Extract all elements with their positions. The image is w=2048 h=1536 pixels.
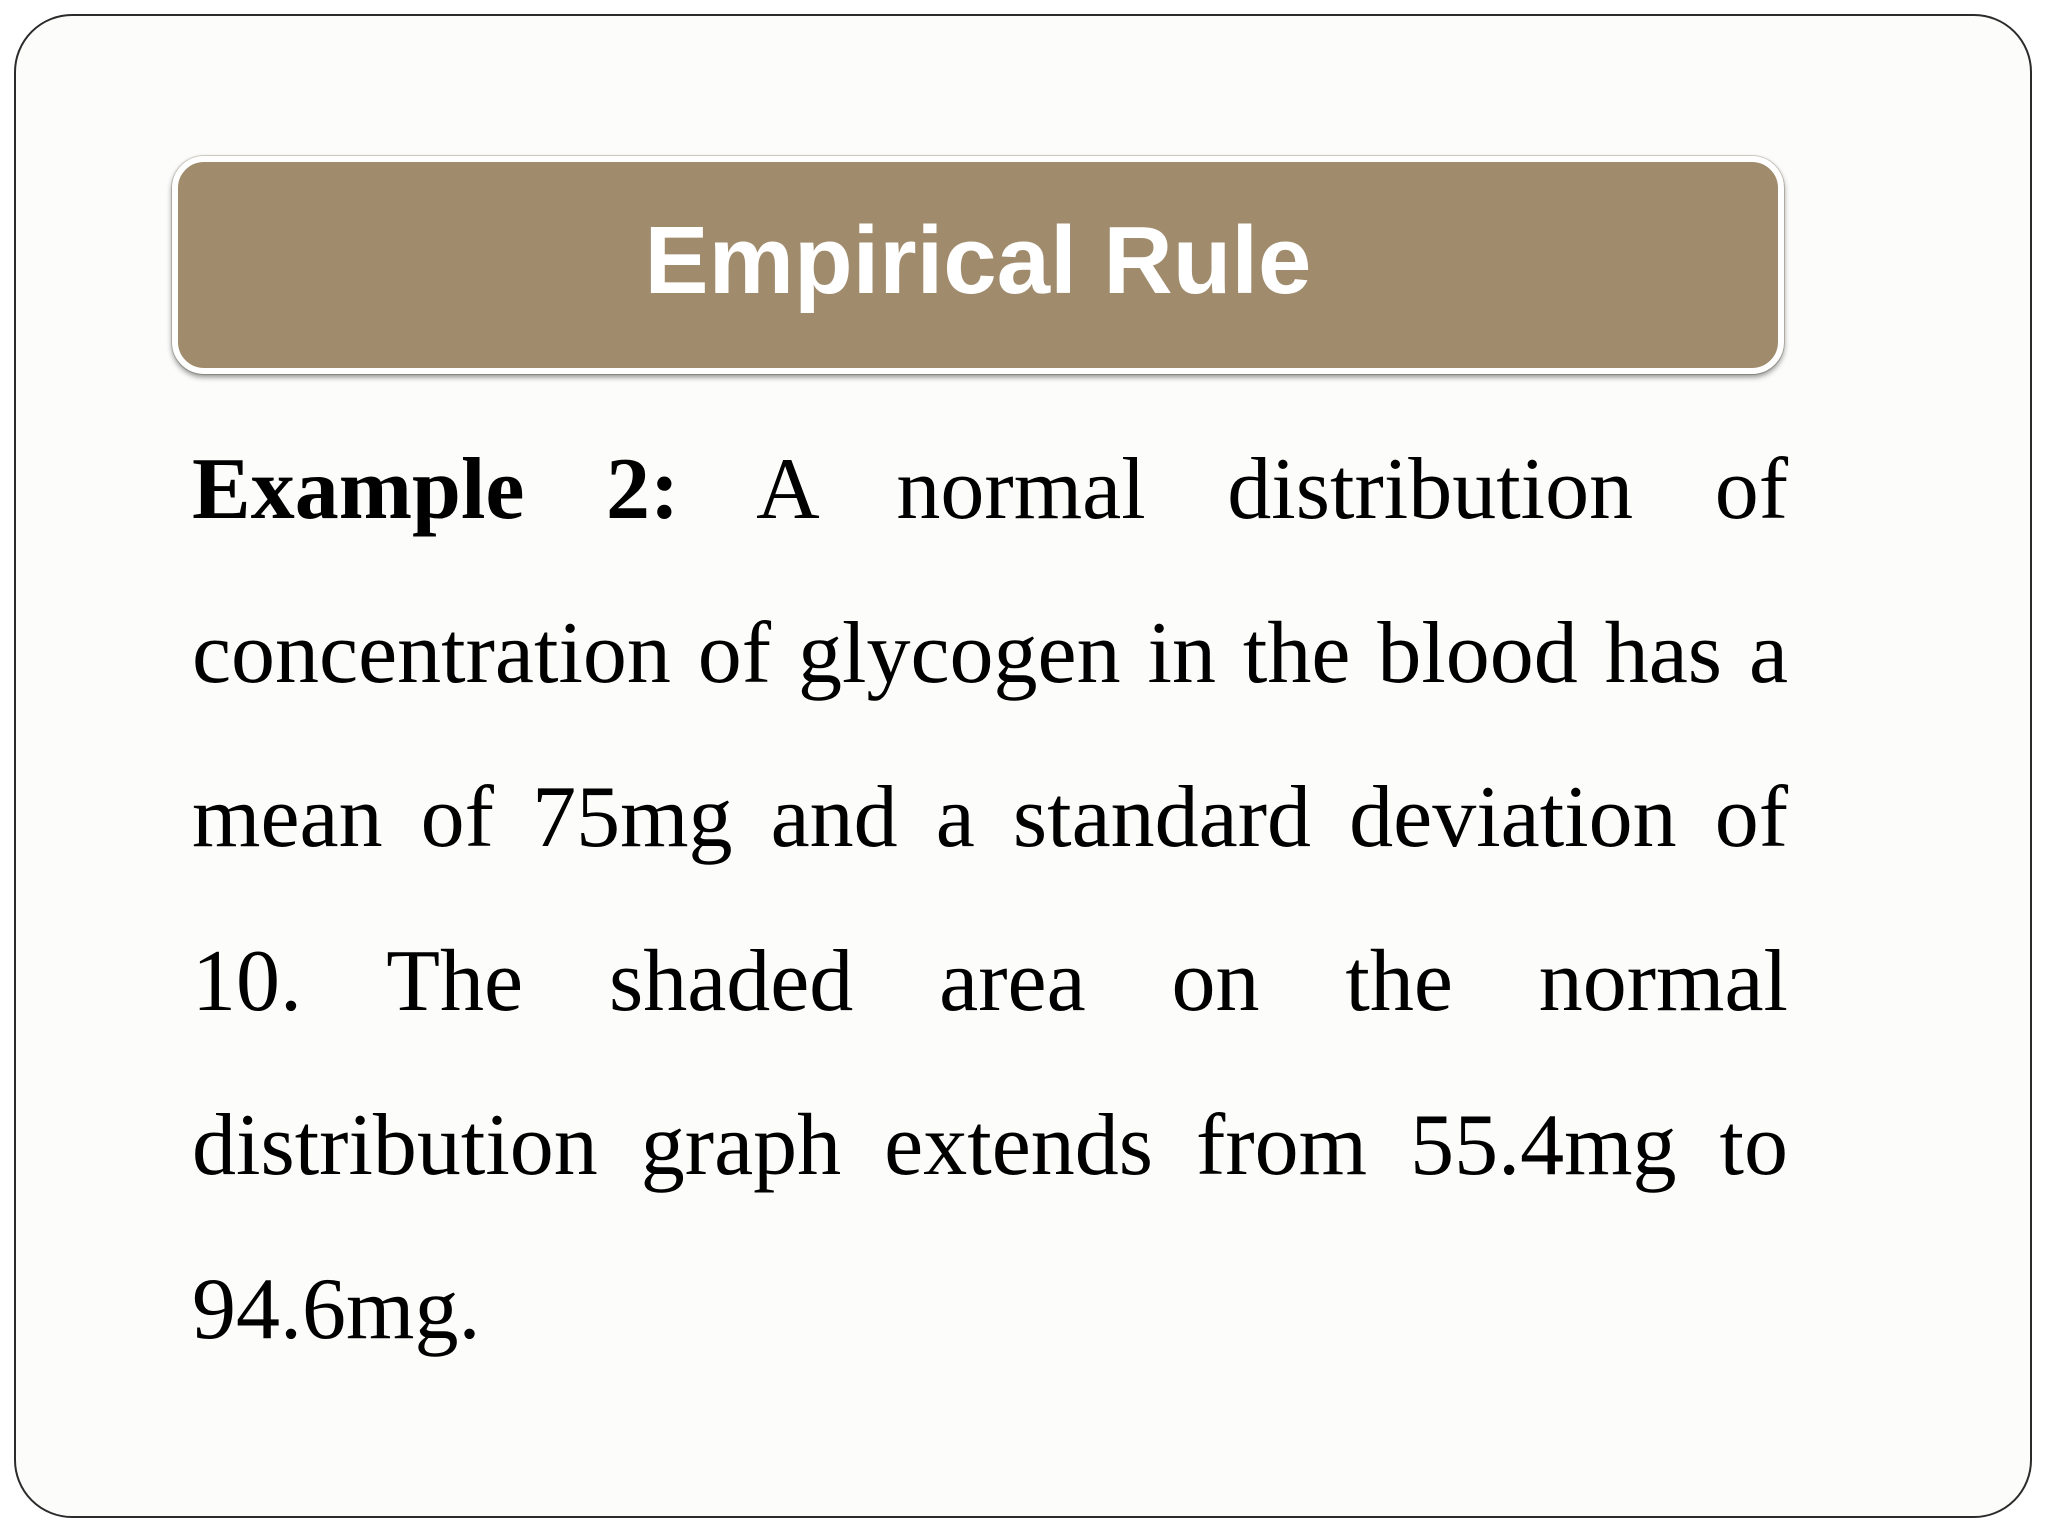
slide-body-paragraph — [192, 408, 1788, 1392]
slide-title: Empirical Rule — [644, 207, 1312, 314]
title-banner — [172, 156, 1784, 374]
example-label: Example 2: — [192, 441, 680, 538]
example-text: A normal distribution of concentration of glycogen in the blood has a mean of 75mg and a standard deviation of 10. The shaded area on the normal distribution graph extends from 55.4mg to 94.6mg. — [192, 441, 1789, 1358]
